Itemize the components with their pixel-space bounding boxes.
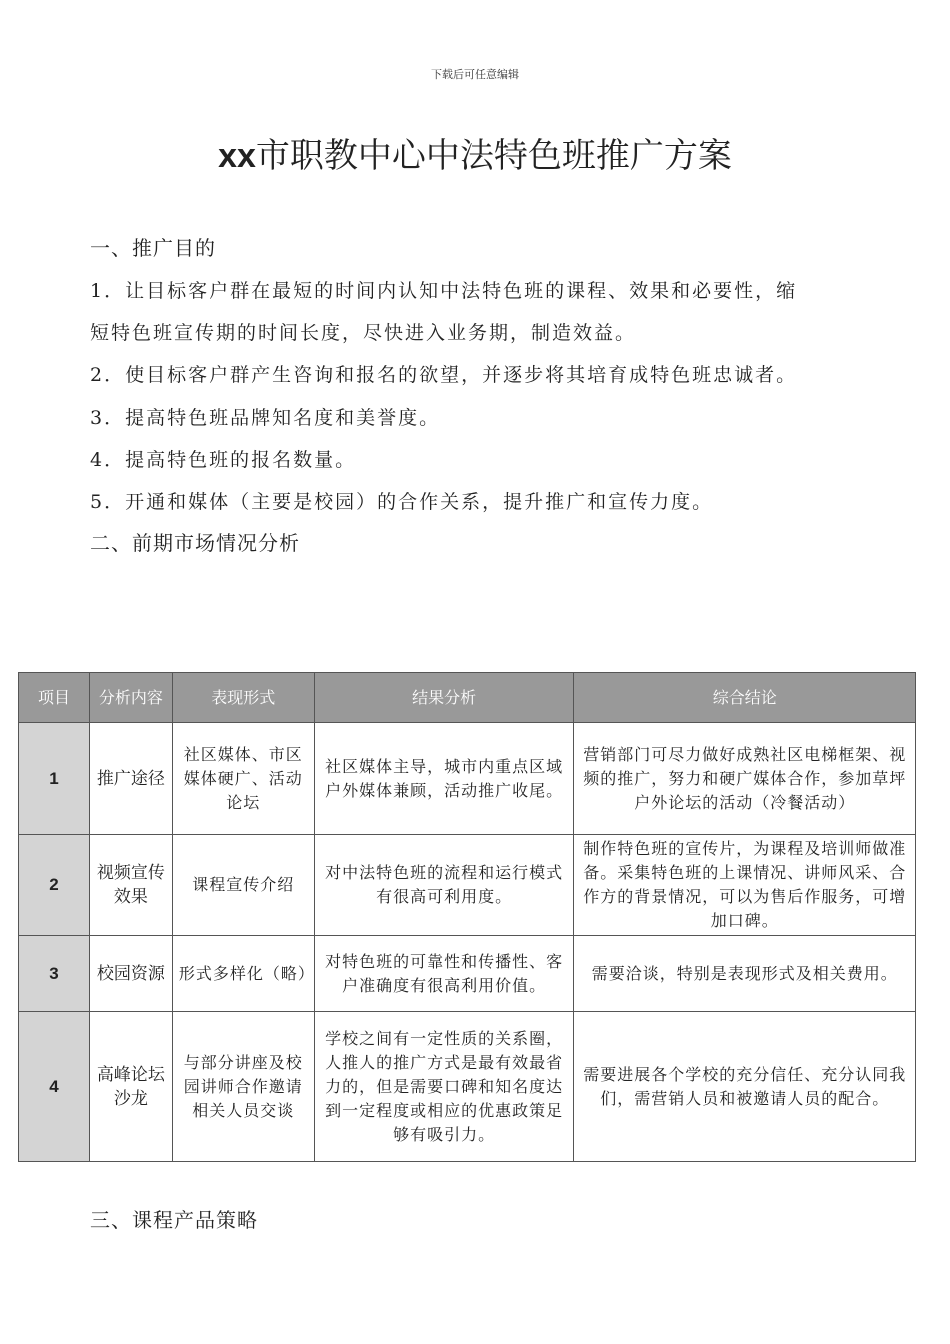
title-prefix: xx [218,137,256,175]
row-item: 推广途径 [89,723,172,835]
section-heading-3: 三、课程产品策略 [90,1208,258,1232]
header-note: 下载后可任意编辑 [431,68,519,81]
header-cell: 表现形式 [172,673,314,723]
paragraph-1: 1．让目标客户群在最短的时间内认知中法特色班的课程、效果和必要性，缩 [90,280,798,302]
table-header-row [19,673,916,723]
table-row [19,835,916,936]
table-row [19,723,916,835]
row-number: 4 [19,1012,90,1162]
row-item: 校园资源 [89,936,172,1012]
row-form: 社区媒体、市区媒体硬广、活动论坛 [172,723,314,835]
row-number: 3 [19,936,90,1012]
row-number: 2 [19,835,90,936]
paragraph-3: 3．提高特色班品牌知名度和美誉度。 [90,407,441,429]
page-title [0,128,950,177]
header-cell: 项目 [19,673,90,723]
section-heading-1: 一、推广目的 [90,236,216,260]
row-analysis: 学校之间有一定性质的关系圈，人推人的推广方式是最有效最省力的，但是需要口碑和知名度达到一定程度或相应的优惠政策足够有吸引力。 [314,1012,574,1162]
row-analysis: 社区媒体主导，城市内重点区域户外媒体兼顾，活动推广收尾。 [314,723,574,835]
row-item: 视频宣传效果 [89,835,172,936]
paragraph-4: 4．提高特色班的报名数量。 [90,449,357,471]
paragraph-1-cont: 短特色班宣传期的时间长度，尽快进入业务期，制造效益。 [90,322,637,344]
row-form: 形式多样化（略） [172,936,314,1012]
table-row [19,936,916,1012]
row-conclusion: 需要进展各个学校的充分信任、充分认同我们，需营销人员和被邀请人员的配合。 [574,1012,916,1162]
analysis-table [18,672,916,1162]
row-item: 高峰论坛沙龙 [89,1012,172,1162]
row-analysis: 对特色班的可靠性和传播性、客户准确度有很高利用价值。 [314,936,574,1012]
section-heading-2: 二、前期市场情况分析 [90,531,300,555]
paragraph-5: 5．开通和媒体（主要是校园）的合作关系，提升推广和宣传力度。 [90,491,714,513]
row-form: 课程宣传介绍 [172,835,314,936]
header-cell: 分析内容 [89,673,172,723]
header-cell: 结果分析 [314,673,574,723]
title-text: 市职教中心中法特色班推广方案 [255,136,732,176]
row-conclusion: 制作特色班的宣传片，为课程及培训师做准备。采集特色班的上课情况、讲师风采、合作方的背景情况，可以为售后作服务，可增加口碑。 [574,835,916,936]
row-form: 与部分讲座及校园讲师合作邀请相关人员交谈 [172,1012,314,1162]
row-conclusion: 需要洽谈，特别是表现形式及相关费用。 [574,936,916,1012]
row-conclusion: 营销部门可尽力做好成熟社区电梯框架、视频的推广，努力和硬广媒体合作，参加草坪户外论坛的活动（冷餐活动） [574,723,916,835]
row-analysis: 对中法特色班的流程和运行模式有很高可利用度。 [314,835,574,936]
paragraph-2: 2．使目标客户群产生咨询和报名的欲望，并逐步将其培育成特色班忠诚者。 [90,364,798,386]
table-row [19,1012,916,1162]
row-number: 1 [19,723,90,835]
header-cell: 综合结论 [574,673,916,723]
